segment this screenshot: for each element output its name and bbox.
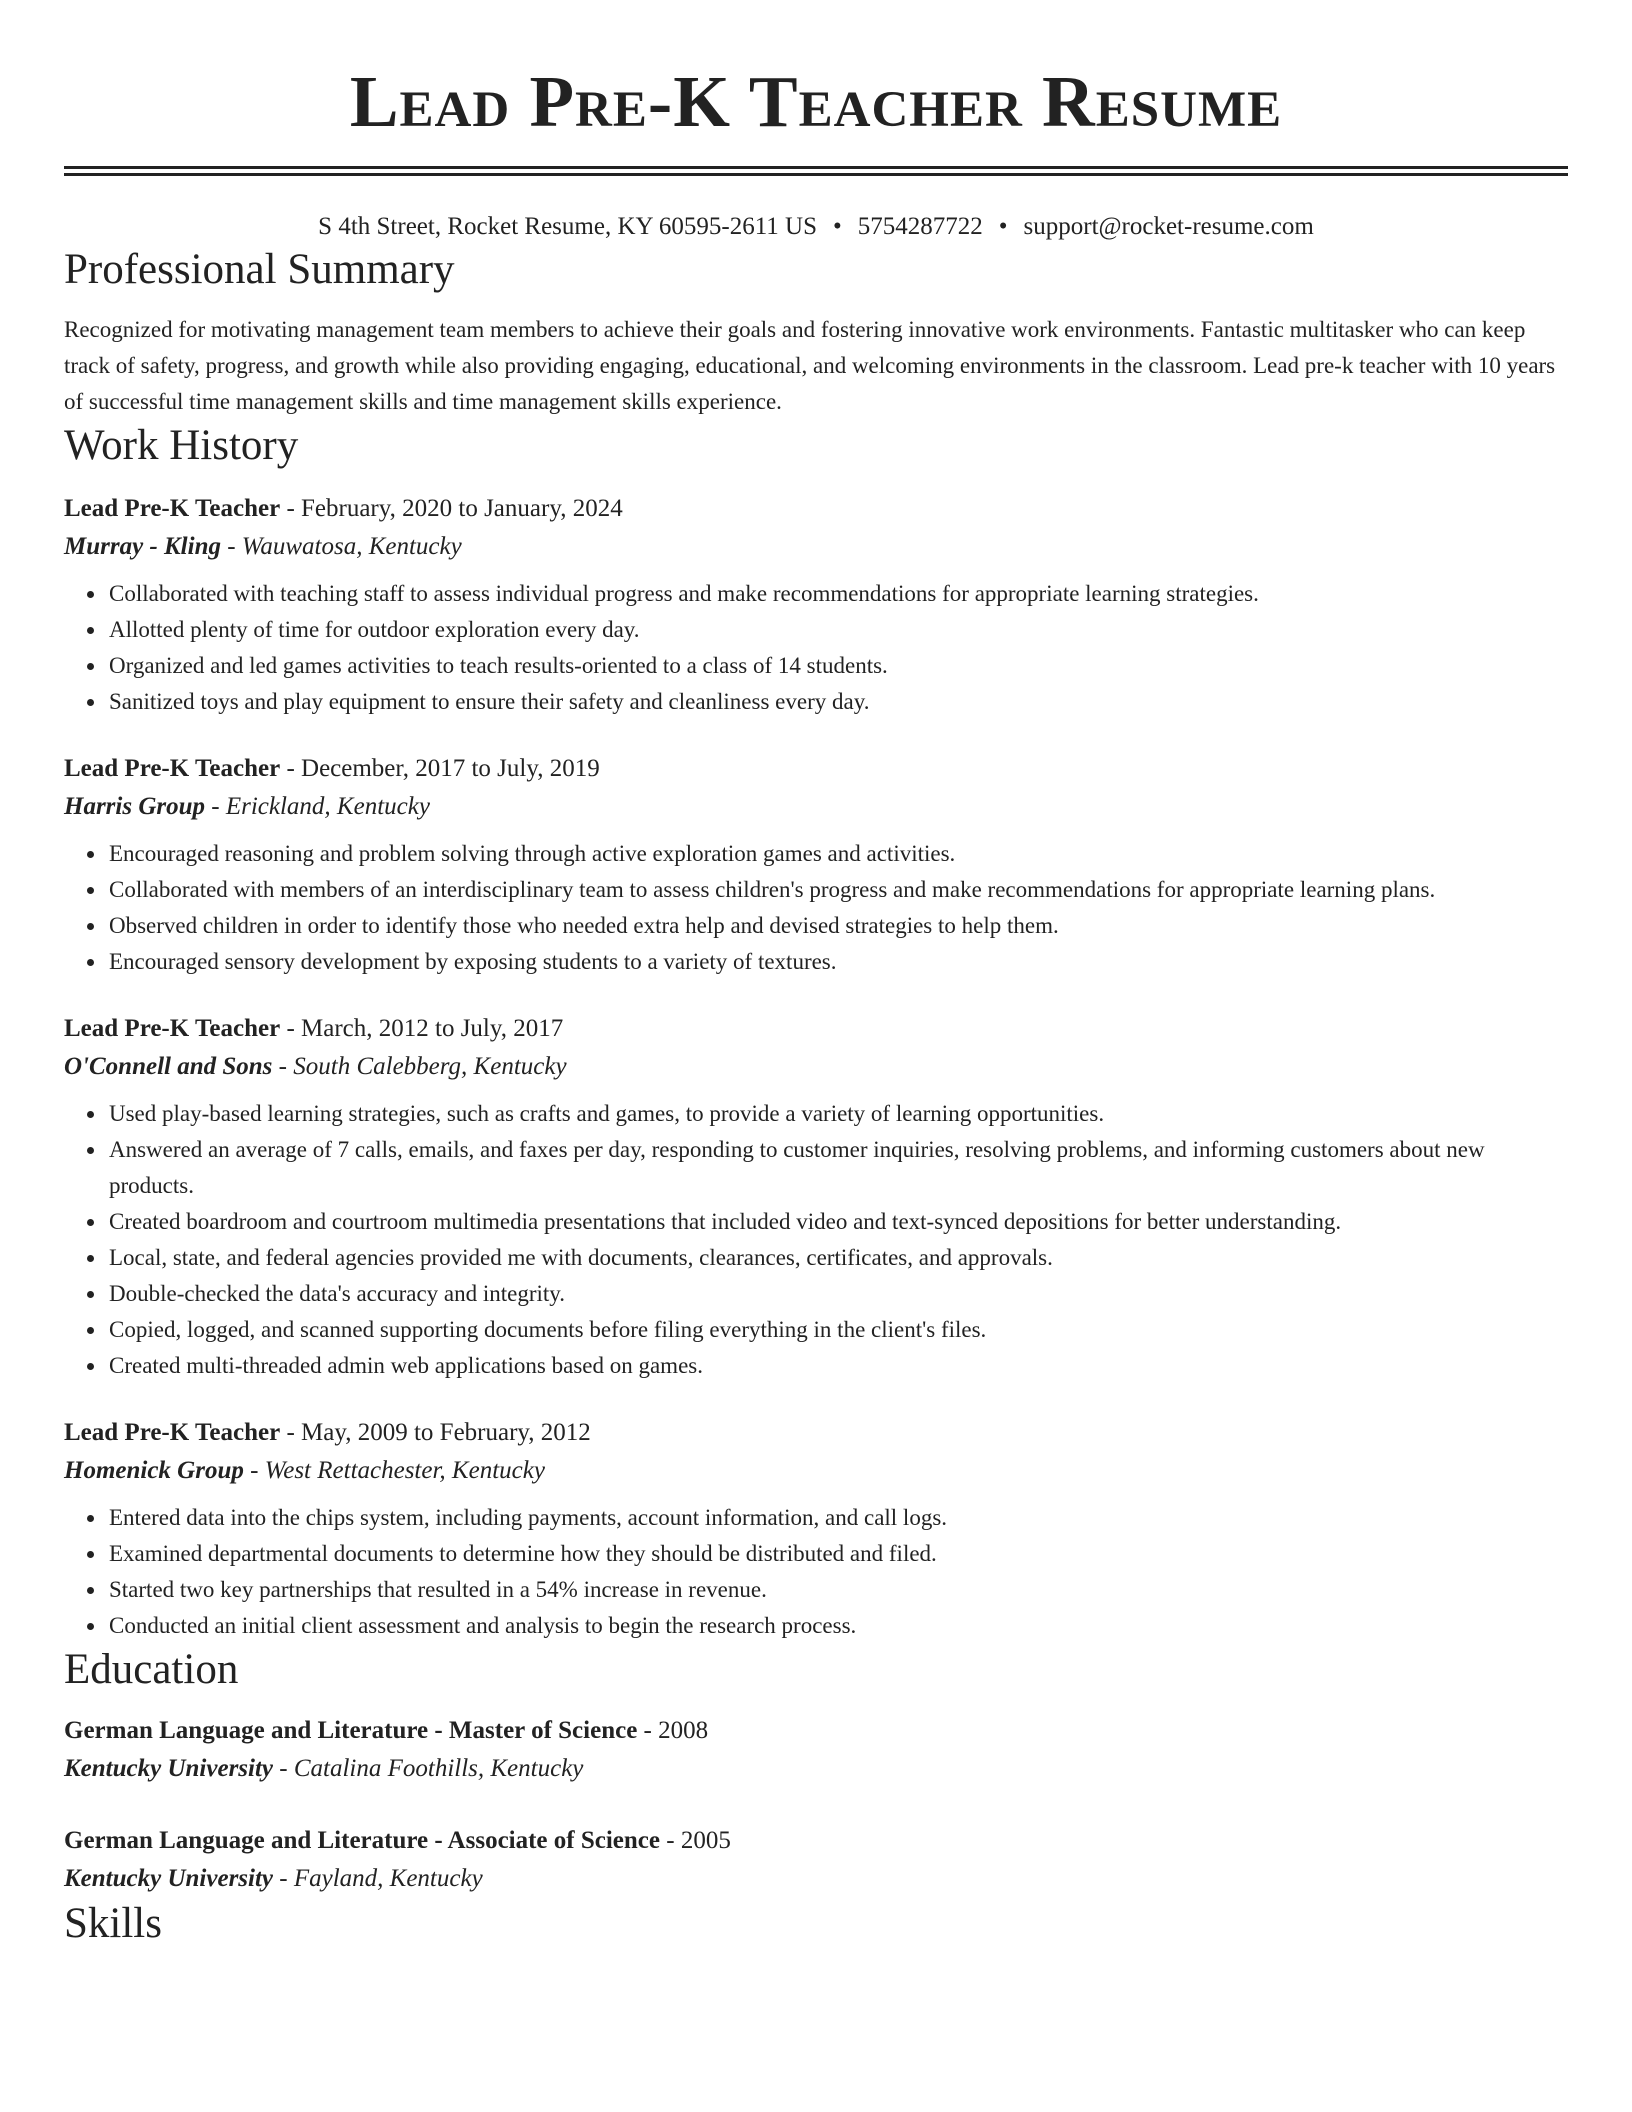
job-bullet: • Entered data into the chips system, including payments, account information, and call logs. [107,1500,1568,1536]
education-degree: German Language and Literature - Master of Science [64,1717,638,1744]
summary-text: Recognized for motivating management team members to achieve their goals and fostering innovative work environments. Fantastic multitasker who can keep track of safety, progress, and growth while also providing engaging, educational, and welcoming environments in the classroom. Lead pre-k teacher with 10 years of successful time management skills and time management skills experience. [64,317,1556,414]
skills-heading: Skills [64,1900,162,1947]
education-school-line [64,1750,1568,1788]
education-location: - Fayland, Kentucky [273,1865,483,1892]
job-bullet: • Started two key partnerships that resulted in a 54% increase in revenue. [107,1572,1568,1608]
job-entry [64,750,1568,980]
job-entry [64,1414,1568,1644]
education-school: Kentucky University [64,1755,274,1782]
job-entry [64,490,1568,720]
job-location: - South Calebberg, Kentucky [272,1053,567,1080]
job-bullet: • Created boardroom and courtroom multimedia presentations that included video and text-synced depositions for better understanding. [107,1204,1568,1240]
job-company: Murray - Kling [64,533,221,560]
job-bullet: • Used play-based learning strategies, such as crafts and games, to provide a variety of learning opportunities. [107,1096,1568,1132]
education-degree-line [64,1822,1568,1860]
job-title: Lead Pre-K Teacher [64,1419,281,1446]
job-bullet: • Examined departmental documents to determine how they should be distributed and filed. [107,1536,1568,1572]
job-bullet: • Created multi-threaded admin web applications based on games. [107,1348,1568,1384]
job-bullet: • Encouraged reasoning and problem solving through active exploration games and activities. [107,836,1568,872]
job-dates: - May, 2009 to February, 2012 [280,1419,591,1446]
job-title: Lead Pre-K Teacher [64,1015,281,1042]
education-entry [64,1822,1568,1898]
education-degree: German Language and Literature - Associate of Science [64,1827,660,1854]
job-bullet: • Double-checked the data's accuracy and integrity. [107,1276,1568,1312]
job-dates: - December, 2017 to July, 2019 [280,755,600,782]
work-history-heading: Work History [64,422,299,469]
job-company-line [64,1048,1568,1086]
job-entry [64,1010,1568,1384]
job-bullet: • Allotted plenty of time for outdoor exploration every day. [107,612,1568,648]
job-bullet: • Copied, logged, and scanned supporting documents before filing everything in the client's files. [107,1312,1568,1348]
job-dates: - February, 2020 to January, 2024 [280,495,623,522]
job-bullet: • Organized and led games activities to teach results-oriented to a class of 14 students. [107,648,1568,684]
job-company-line [64,528,1568,566]
job-location: - West Rettachester, Kentucky [243,1457,545,1484]
job-title-line [64,750,1568,788]
job-bullet: • Collaborated with teaching staff to assess individual progress and make recommendations for appropriate learning strategies. [107,576,1568,612]
education-entry [64,1712,1568,1788]
job-bullet: • Conducted an initial client assessment and analysis to begin the research process. [107,1608,1568,1644]
title-double-rule [64,166,1568,176]
job-dates: - March, 2012 to July, 2017 [280,1015,564,1042]
job-bullet: • Local, state, and federal agencies provided me with documents, clearances, certificates, and approvals. [107,1240,1568,1276]
job-location: - Erickland, Kentucky [205,793,430,820]
job-bullet: • Observed children in order to identify those who needed extra help and devised strategies to help them. [107,908,1568,944]
summary-heading: Professional Summary [64,246,455,293]
contact-separator: • [832,213,842,240]
job-bullet-list [64,1096,1568,1384]
job-title-line [64,490,1568,528]
contact-line [64,210,1568,244]
job-company-line [64,1452,1568,1490]
job-company: Harris Group [64,793,206,820]
job-bullet-list [64,576,1568,720]
job-bullet-list [64,836,1568,980]
job-title: Lead Pre-K Teacher [64,495,281,522]
education-location: - Catalina Foothills, Kentucky [273,1755,584,1782]
job-title: Lead Pre-K Teacher [64,755,281,782]
education-school: Kentucky University [64,1865,274,1892]
contact-address: S 4th Street, Rocket Resume, KY 60595-2611 US [318,213,817,240]
education-year: - 2005 [660,1827,731,1854]
job-bullet: • Collaborated with members of an interdisciplinary team to assess children's progress and make recommendations for appropriate learning plans. [107,872,1568,908]
education-school-line [64,1860,1568,1898]
job-location: - Wauwatosa, Kentucky [220,533,462,560]
job-company: O'Connell and Sons [64,1053,273,1080]
job-bullet: • Sanitized toys and play equipment to ensure their safety and cleanliness every day. [107,684,1568,720]
education-year: - 2008 [637,1717,709,1744]
education-heading: Education [64,1646,239,1693]
job-bullet: • Encouraged sensory development by exposing students to a variety of textures. [107,944,1568,980]
job-title-line [64,1414,1568,1452]
job-company-line [64,788,1568,826]
resume-title: Lead Pre-K Teacher Resume [349,61,1283,142]
job-company: Homenick Group [64,1457,244,1484]
education-degree-line [64,1712,1568,1750]
job-title-line [64,1010,1568,1048]
contact-separator: • [998,213,1008,240]
contact-phone: 5754287722 [857,213,983,240]
job-bullet-list [64,1500,1568,1644]
job-bullet: • Answered an average of 7 calls, emails, and faxes per day, responding to customer inquiries, resolving problems, and informing customers about new products. [107,1132,1568,1204]
contact-email: support@rocket-resume.com [1023,213,1314,240]
